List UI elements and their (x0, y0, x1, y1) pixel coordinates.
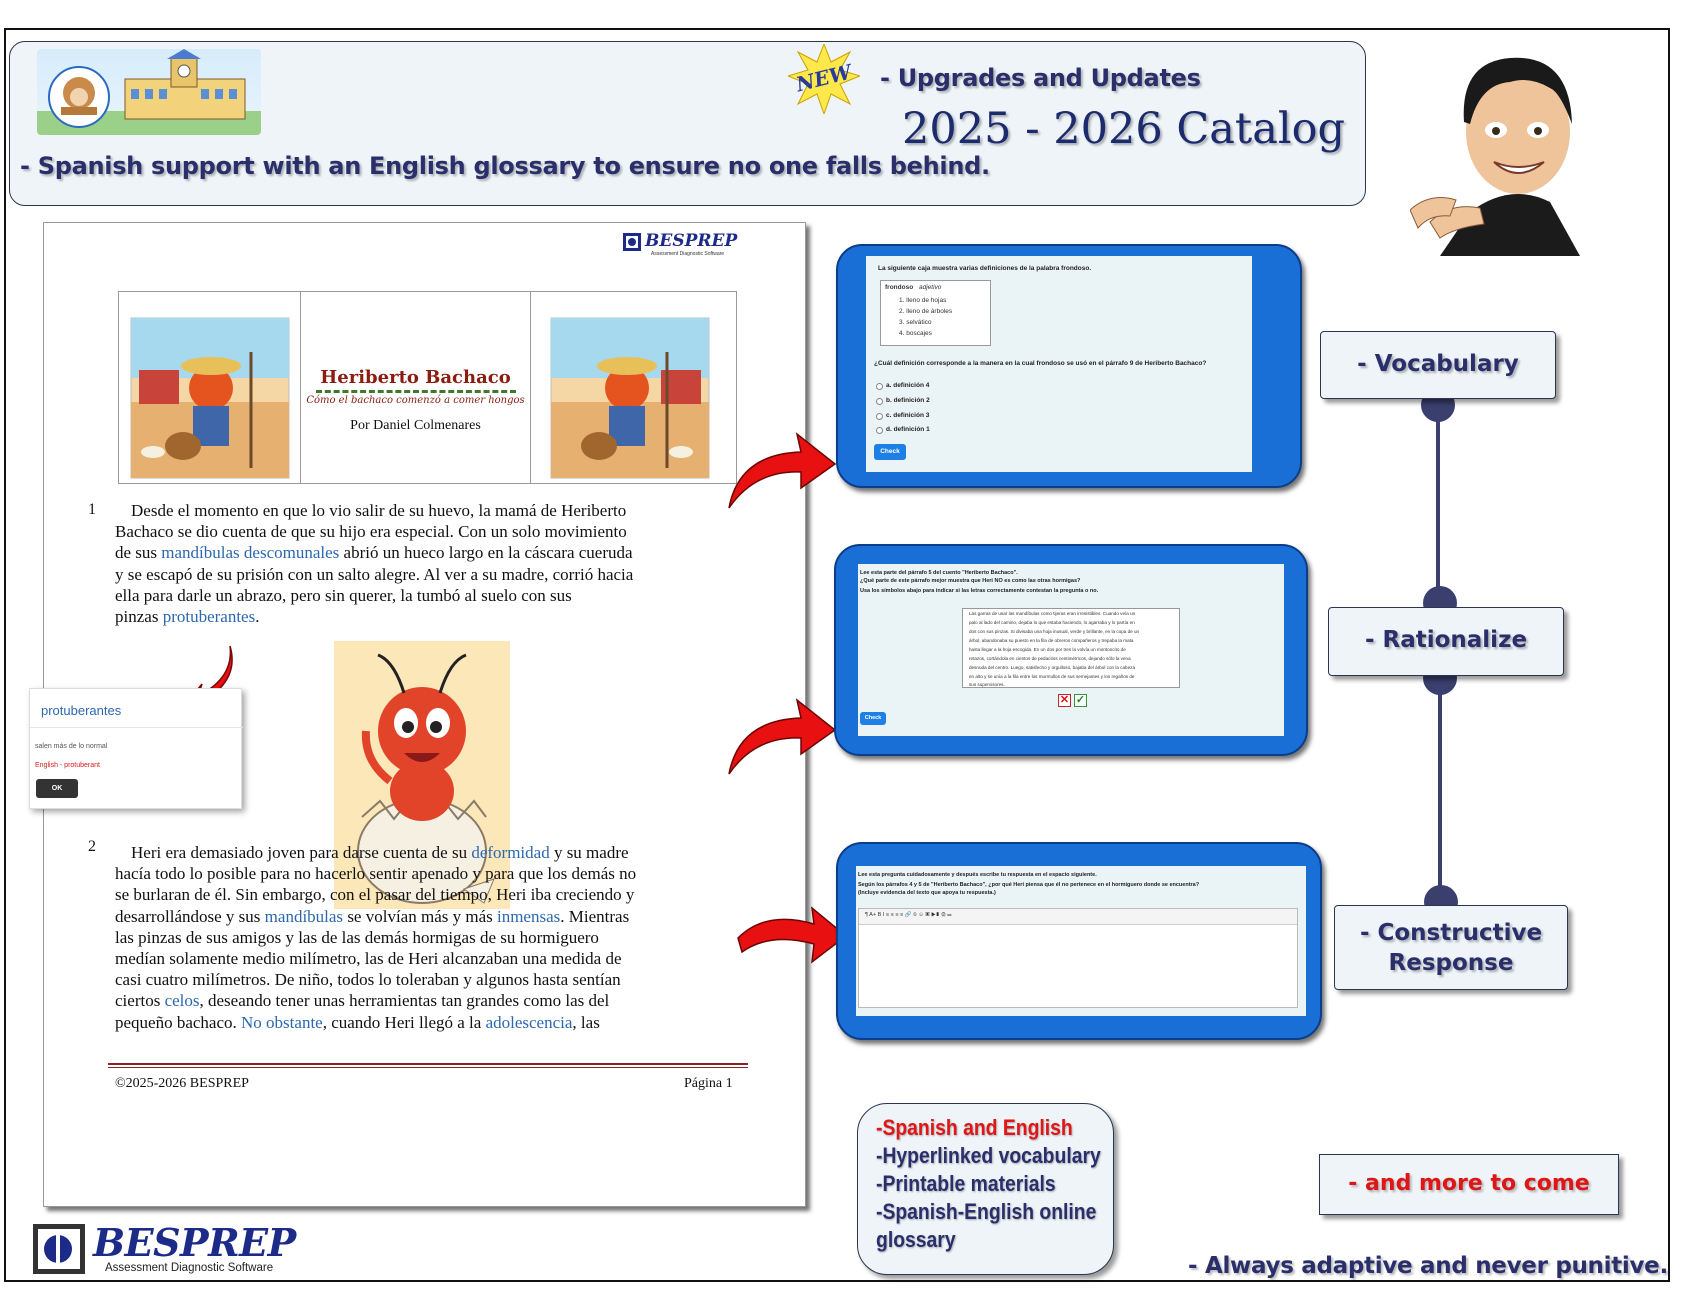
story-author: Por Daniel Colmenares (350, 418, 481, 433)
paragraph-number: 1 (88, 501, 96, 518)
new-badge-icon (788, 44, 860, 114)
vocab-link[interactable]: deformidad (471, 843, 550, 862)
paragraph-1: Desde el momento en que lo vio salir de su huevo, la mamá de Heriberto Bachaco se dio cuenta de que su hijo era especial. Con un solo movimiento de sus mandíbulas descomunales abrió un hueco largo en la cáscara cueruda y se escapó de su prisión con un salto alegre. Al ver a su madre, corrió hacia ella para darle un abrazo, pero sin querer, la tumbó al suelo con sus pinzas protuberantes. (115, 501, 634, 627)
feature-item: glossary (876, 1227, 956, 1252)
answer-radio[interactable] (876, 398, 883, 405)
excerpt-line: palo al lado del camino, dejaba lo que estaba haciendo, lo agarraba y lo partía en (969, 620, 1135, 625)
besprep-logo (33, 1220, 343, 1280)
question-line: Según los párrafos 4 y 5 de "Heriberto Bachaco", ¿por qué Heri piensa que él no pertenece en el hormiguero donde se encuentra? (858, 882, 1200, 888)
glossary-divider (30, 727, 243, 728)
accept-icon[interactable]: ✓ (1075, 694, 1086, 706)
entry-pos: adjetivo (919, 284, 942, 291)
excerpt-line: retazos, cortándola en cientos de pedacitos centimétricos, dejando sólo la vena (969, 656, 1131, 661)
doc-footer-page-number: Página 1 (684, 1076, 733, 1091)
editor-toolbar (859, 909, 1297, 925)
glossary-word: protuberantes (41, 703, 122, 718)
spanish-support-text: - Spanish support with an English glossary to ensure no one falls behind. (20, 152, 990, 180)
feature-item: -Hyperlinked vocabulary (876, 1143, 1101, 1168)
title-block (301, 292, 531, 483)
vocabulary-label: - Vocabulary (1357, 351, 1519, 377)
glossary-english: English - protuberant (35, 762, 100, 769)
answer-radio[interactable] (876, 383, 883, 390)
excerpt-line: hasta llegar a la hoja escogida. En un dos por tres la volvía un montoncito de (969, 647, 1126, 652)
response-editor[interactable] (858, 908, 1298, 1008)
answer-option[interactable]: d. definición 1 (886, 426, 930, 433)
glossary-ok-button[interactable]: OK (36, 779, 78, 798)
excerpt-line: en alto y se unía a la fila entre los murmullos de sus semejantes y los regaños de (969, 674, 1135, 679)
question-line: Lee esta parte del párrafo 5 del cuento "Heriberto Bachaco". (860, 570, 1018, 576)
answer-option[interactable]: b. definición 2 (886, 397, 930, 404)
more-to-come-box (1319, 1154, 1619, 1215)
entry-word: frondoso (885, 284, 914, 291)
excerpt-box (962, 608, 1180, 688)
question-line: (Incluye evidencia del texto que apoya tu respuesta.) (858, 890, 996, 896)
excerpt-line: Las garras de usar las mandíbulas como tijeras eran irresistibles. Cuando veía un (969, 611, 1136, 616)
rationalize-question-screen (858, 564, 1284, 736)
question-prompt: La siguiente caja muestra varias definiciones de la palabra frondoso. (878, 265, 1092, 272)
vocab-link[interactable]: inmensas (496, 906, 561, 926)
vocab-link[interactable]: celos (164, 991, 200, 1011)
excerpt-line: sus supervisores. (969, 682, 1005, 687)
flow-connector (1436, 405, 1440, 603)
definition-item: 3. selvático (899, 319, 932, 326)
vocabulary-label-box (1320, 331, 1556, 399)
response-label: Response (1388, 950, 1514, 976)
school-illustration (37, 49, 261, 135)
constructive-response-label-box (1334, 905, 1568, 990)
more-to-come-label: - and more to come (1348, 1171, 1590, 1196)
vocab-link[interactable]: No obstante (241, 1012, 323, 1032)
excerpt-line: dos con sus pinzas. Si divisaba una hoja inusual, verde y brillante, en la copa de un (969, 629, 1140, 634)
rationalize-label: - Rationalize (1364, 627, 1528, 653)
constructed-response-panel (836, 842, 1322, 1040)
vocab-link[interactable]: protuberantes (162, 607, 256, 627)
vocabulary-question-screen (866, 256, 1252, 472)
vocab-link[interactable]: mandíbulas (264, 906, 344, 926)
answer-option[interactable]: a. definición 4 (886, 382, 930, 389)
red-arrow-icon (725, 690, 837, 776)
story-title: Heriberto Bachaco (320, 367, 511, 388)
glossary-definition: salen más de lo normal (35, 743, 108, 750)
ant-illustration-left (119, 292, 301, 483)
title-divider (316, 390, 516, 393)
paragraph-2: Heri era demasiado joven para darse cuenta de su deformidad y su madre hacía todo lo posible para no hacerlo sentir apenado y para que los demás no se burlaran de él. Sin embargo, con el pasar del tiempo, Heri iba creciendo y desarrollándose y sus mandíbulas se volvían más y más inmensas. Mientras las pinzas de sus amigos y las de las demás hormigas de su hormiguero medían solamente medio milímetro, las de Heri alcanzaban una medida de casi cuatro milímetros. De niño, todos lo toleraban y algunos hasta sentían ciertos celos, deseando tener unas herramientas tan grandes como las del pequeño bachaco. No obstante, cuando Heri llegó a la adolescencia, las (115, 843, 637, 1032)
vocab-link[interactable]: mandíbulas descomunales (161, 543, 340, 563)
tagline: - Always adaptive and never punitive. (1188, 1253, 1668, 1279)
question-line: Lee esta pregunta cuidadosamente y después escribe tu respuesta en el espacio siguiente. (858, 872, 1097, 878)
constructed-response-screen (856, 866, 1306, 1016)
definition-box (880, 280, 991, 346)
answer-radio[interactable] (876, 427, 883, 434)
excerpt-line: árbol, abandonaba su puesto en la fila de obreros compañeros y trepaba la mata (969, 638, 1134, 643)
doc-header-logo (623, 231, 737, 257)
flow-connector (1438, 678, 1442, 902)
besprep-mark-icon (33, 1224, 85, 1274)
logo-tagline: Assessment Diagnostic Software (105, 1262, 274, 1274)
footer-divider (108, 1067, 748, 1068)
definition-item: 2. lleno de árboles (899, 308, 953, 315)
doc-footer-copyright: ©2025-2026 BESPREP (115, 1076, 249, 1091)
story-subtitle: Cómo el bachaco comenzó a comer hongos (306, 395, 525, 406)
footer-divider (108, 1063, 748, 1065)
answer-radio[interactable] (876, 413, 883, 420)
definition-item: 4. boscajes (899, 330, 932, 337)
feature-item: -Spanish-English online (876, 1199, 1097, 1224)
doc-logo-tagline: Assessment Diagnostic Software (651, 251, 725, 257)
red-arrow-icon (725, 424, 837, 510)
doc-logo-name: BESPREP (645, 231, 738, 251)
answer-option[interactable]: c. definición 3 (886, 412, 930, 419)
check-button[interactable]: Check (874, 444, 906, 460)
vocab-link[interactable]: adolescencia (485, 1012, 573, 1032)
red-arrow-icon (736, 902, 848, 970)
editor-toolbar-icons[interactable]: ¶ A+ B I ≡ ≡ ≡ ≡ 🔗 ⦸ ☺ ▣ ▶▮ ⚙ ▭ (865, 912, 952, 918)
reject-icon[interactable]: ✕ (1059, 694, 1070, 706)
logo-name: BESPREP (93, 1220, 296, 1265)
glossary-popup (29, 688, 242, 809)
feature-item: -Spanish and English (876, 1115, 1073, 1140)
catalog-title: 2025 - 2026 Catalog (902, 104, 1346, 154)
title-table (118, 291, 737, 484)
ant-illustration-right (531, 292, 738, 483)
question-line: ¿Qué parte de este párrafo mejor muestra que Heri NO es como las otras hormigas? (860, 578, 1081, 584)
excerpt-line: desnuda del centro. Luego, satisfecho y orgulloso, bajaba del árbol con la cabeza (969, 665, 1135, 670)
presenter-avatar (1410, 32, 1610, 256)
definition-item: 1. lleno de hojas (899, 297, 947, 304)
question-line: Usa los símbolos abajo para indicar si las letras correctamente contestan la pregunta o no. (860, 588, 1099, 594)
check-button[interactable]: Check (860, 712, 886, 725)
features-box (857, 1103, 1114, 1275)
besprep-mark-icon (623, 233, 641, 251)
rationalize-question-panel (834, 544, 1308, 756)
vocabulary-question-panel (836, 244, 1302, 488)
paragraph-number: 2 (88, 838, 96, 855)
svg-text:NEW: NEW (793, 59, 854, 97)
rationalize-label-box (1328, 607, 1564, 676)
upgrades-label: - Upgrades and Updates (880, 64, 1201, 92)
feature-item: -Printable materials (876, 1171, 1056, 1196)
constructive-label: - Constructive (1359, 920, 1543, 946)
question-text: ¿Cuál definición corresponde a la manera en la cual frondoso se usó en el párrafo 9 de Heriberto Bachaco? (874, 360, 1207, 367)
